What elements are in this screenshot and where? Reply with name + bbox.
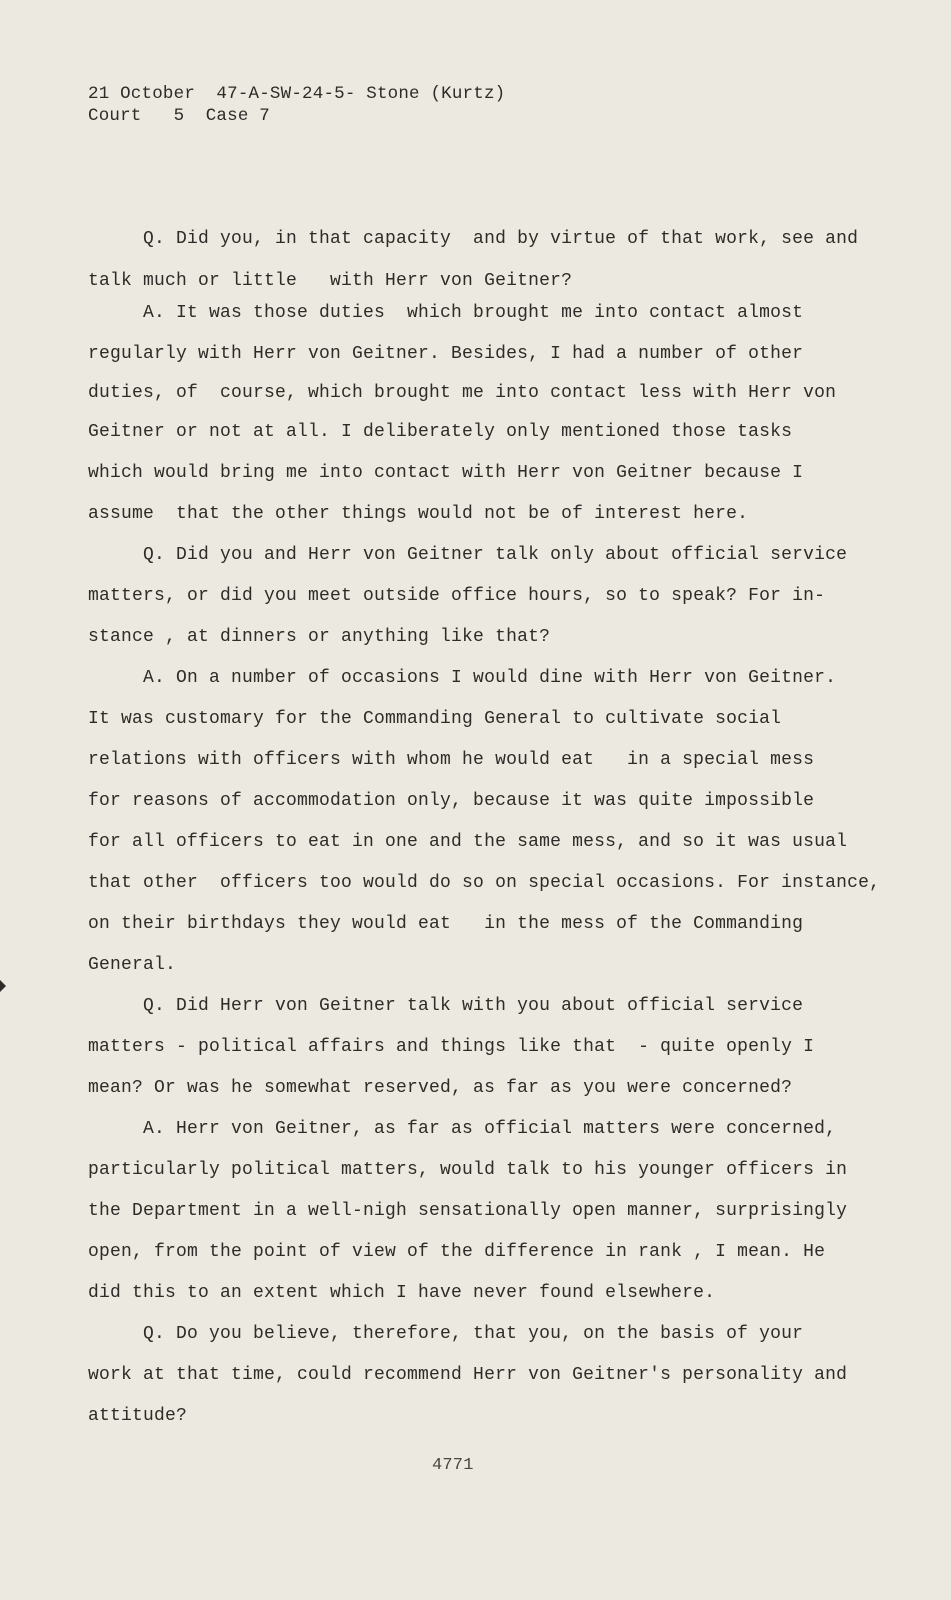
body-line: Geitner or not at all. I deliberately only mentioned those tasks [88,422,793,442]
body-line: regularly with Herr von Geitner. Besides, I had a number of other [88,344,804,364]
body-line: Q. Did you, in that capacity and by virtue of that work, see and [88,229,859,249]
body-line: work at that time, could recommend Herr von Geitner's personality and [88,1365,848,1385]
body-line: Q. Did you and Herr von Geitner talk only about official service [88,545,848,565]
body-line: the Department in a well-nigh sensationally open manner, surprisingly [88,1201,848,1221]
body-line: mean? Or was he somewhat reserved, as far as you were concerned? [88,1078,793,1098]
body-line: Q. Do you believe, therefore, that you, on the basis of your [88,1324,804,1344]
body-line: particularly political matters, would talk to his younger officers in [88,1160,848,1180]
body-line: on their birthdays they would eat in the mess of the Commanding [88,914,804,934]
body-line: matters - political affairs and things like that - quite openly I [88,1037,815,1057]
body-line: A. It was those duties which brought me into contact almost [88,303,804,323]
body-line: attitude? [88,1406,188,1426]
body-line: open, from the point of view of the difference in rank , I mean. He [88,1242,826,1262]
body-line: A. On a number of occasions I would dine with Herr von Geitner. [88,668,837,688]
body-line: duties, of course, which brought me into contact less with Herr von [88,383,837,403]
header-date-line: 21 October 47-A-SW-24-5- Stone (Kurtz) [88,84,506,104]
body-line: did this to an extent which I have never found elsewhere. [88,1283,716,1303]
binding-edge-mark [0,980,6,992]
body-line: Q. Did Herr von Geitner talk with you about official service [88,996,804,1016]
body-line: relations with officers with whom he would eat in a special mess [88,750,815,770]
body-line: assume that the other things would not be of interest here. [88,504,749,524]
body-line: A. Herr von Geitner, as far as official matters were concerned, [88,1119,837,1139]
body-line: stance , at dinners or anything like that? [88,627,551,647]
body-line: talk much or little with Herr von Geitner? [88,271,573,291]
body-line: General. [88,955,177,975]
page-number: 4771 [432,1456,474,1475]
header-court-line: Court 5 Case 7 [88,106,270,126]
body-line: which would bring me into contact with Herr von Geitner because I [88,463,804,483]
body-line: for reasons of accommodation only, because it was quite impossible [88,791,815,811]
body-line: that other officers too would do so on special occasions. For instance, [88,873,881,893]
body-line: for all officers to eat in one and the same mess, and so it was usual [88,832,848,852]
body-line: It was customary for the Commanding General to cultivate social [88,709,782,729]
body-line: matters, or did you meet outside office hours, so to speak? For in- [88,586,826,606]
